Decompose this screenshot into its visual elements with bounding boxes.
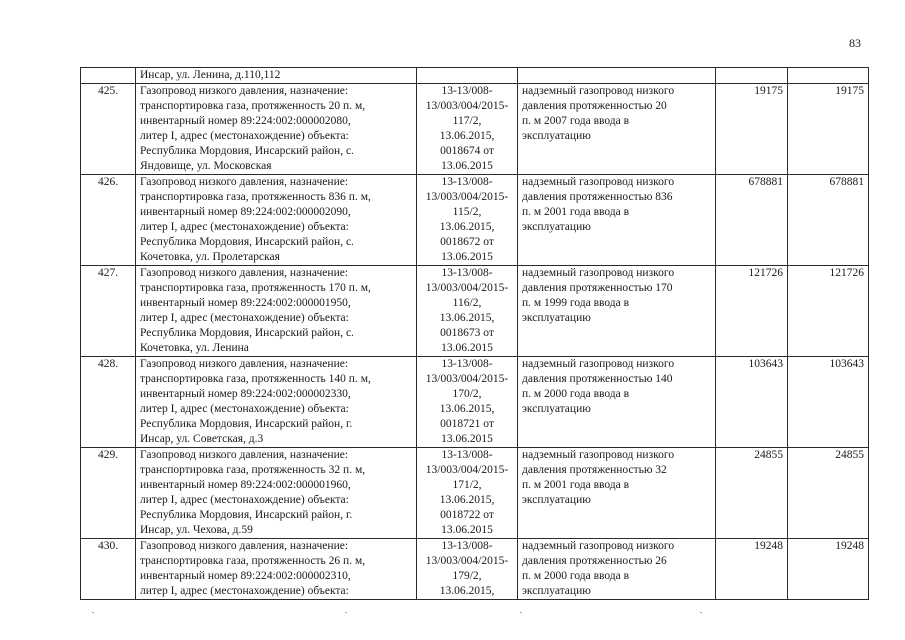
registration-line: 179/2, [452, 570, 482, 582]
description-line: Газопровод низкого давления, назначение: [140, 449, 349, 461]
value-2: 103643 [829, 358, 864, 370]
registration-cell [417, 175, 518, 266]
description-line: литер I, адрес (местонахождение) объекта: [140, 403, 349, 415]
description-line: инвентарный номер 89:224:002:000002080, [140, 115, 351, 127]
note-cell [518, 448, 716, 539]
page-bottom-margin [0, 600, 905, 640]
registration-line: 13-13/008- [441, 540, 493, 552]
note-cell [518, 539, 716, 600]
note-line: давления протяженностью 26 [522, 555, 667, 567]
registry-row [81, 539, 869, 600]
description-line: Газопровод низкого давления, назначение: [140, 358, 349, 370]
value-cell-1 [716, 539, 788, 600]
registration-line: 13.06.2015, [439, 403, 495, 415]
value-cell-2 [788, 68, 869, 84]
registration-line: 13.06.2015 [441, 433, 493, 445]
value-2: 19248 [835, 540, 864, 552]
scan-speck [700, 612, 702, 613]
value-cell-2 [788, 448, 869, 539]
row-number-cell [81, 448, 136, 539]
description-line: Республика Мордовия, Инсарский район, с. [140, 327, 354, 339]
note-line: давления протяженностью 170 [522, 282, 673, 294]
description-line: транспортировка газа, протяженность 170 п. м, [140, 282, 371, 294]
value-2: 121726 [829, 267, 864, 279]
description-cell [136, 357, 417, 448]
note-line: п. м 2000 года ввода в [522, 570, 630, 582]
description-line: Газопровод низкого давления, назначение: [140, 540, 349, 552]
registration-line: 0018722 от [440, 509, 494, 521]
registration-line: 170/2, [452, 388, 482, 400]
value-cell-1 [716, 357, 788, 448]
value-cell-1 [716, 84, 788, 175]
description-line: Газопровод низкого давления, назначение: [140, 85, 349, 97]
description-cell [136, 448, 417, 539]
page-number: 83 [849, 36, 861, 50]
registration-cell [417, 448, 518, 539]
registration-line: 13.06.2015, [439, 312, 495, 324]
description-line: инвентарный номер 89:224:002:000002090, [140, 206, 351, 218]
scan-speck [520, 612, 522, 613]
description-line: Республика Мордовия, Инсарский район, г. [140, 418, 353, 430]
row-number: 430. [97, 540, 119, 552]
value-2: 678881 [829, 176, 864, 188]
row-number-cell [81, 539, 136, 600]
registration-line: 13-13/008- [441, 449, 493, 461]
description-cell [136, 539, 417, 600]
note-line: давления протяженностью 20 [522, 100, 667, 112]
value-cell-1 [716, 175, 788, 266]
row-number-cell [81, 266, 136, 357]
row-number: 426. [97, 176, 119, 188]
row-number: 427. [97, 267, 119, 279]
note-line: п. м 2001 года ввода в [522, 206, 630, 218]
value-1: 678881 [748, 176, 783, 188]
description-cell [136, 175, 417, 266]
note-line: п. м 2000 года ввода в [522, 388, 630, 400]
registry-row [81, 357, 869, 448]
note-line: давления протяженностью 836 [522, 191, 673, 203]
registration-line: 13.06.2015, [439, 494, 495, 506]
value-2: 24855 [835, 449, 864, 461]
registration-line: 13/003/004/2015- [425, 555, 509, 567]
note-line: эксплуатацию [522, 312, 591, 324]
registration-line: 13.06.2015 [441, 251, 493, 263]
description-line: транспортировка газа, протяженность 26 п. м, [140, 555, 366, 567]
row-number: 429. [97, 449, 119, 461]
registration-cell [417, 84, 518, 175]
row-number-cell [81, 84, 136, 175]
property-registry-table [80, 67, 869, 600]
value-cell-1 [716, 68, 788, 84]
note-cell [518, 266, 716, 357]
note-line: давления протяженностью 140 [522, 373, 673, 385]
note-cell [518, 84, 716, 175]
registration-line: 117/2, [452, 115, 482, 127]
registration-line: 13/003/004/2015- [425, 464, 509, 476]
note-cell [518, 175, 716, 266]
value-cell-2 [788, 266, 869, 357]
continuation-row [81, 68, 869, 84]
value-1: 24855 [754, 449, 783, 461]
description-line: инвентарный номер 89:224:002:000002330, [140, 388, 351, 400]
note-line: надземный газопровод низкого [522, 358, 675, 370]
description-line: транспортировка газа, протяженность 32 п. м, [140, 464, 366, 476]
row-number: 428. [97, 358, 119, 370]
registry-row [81, 175, 869, 266]
description-cell [136, 84, 417, 175]
note-line: п. м 2001 года ввода в [522, 479, 630, 491]
registration-line: 13/003/004/2015- [425, 191, 509, 203]
registration-cell [417, 266, 518, 357]
description-line: литер I, адрес (местонахождение) объекта: [140, 130, 349, 142]
scan-speck [345, 612, 347, 613]
row-number-cell [81, 175, 136, 266]
registration-cell [417, 539, 518, 600]
registry-row [81, 84, 869, 175]
registration-line: 13-13/008- [441, 358, 493, 370]
note-line: п. м 2007 года ввода в [522, 115, 630, 127]
value-cell-2 [788, 539, 869, 600]
registration-cell [417, 68, 518, 84]
value-cell-1 [716, 266, 788, 357]
note-line: надземный газопровод низкого [522, 176, 675, 188]
description-line: Кочетовка, ул. Ленина [140, 342, 249, 354]
registration-line: 13-13/008- [441, 85, 493, 97]
note-line: п. м 1999 года ввода в [522, 297, 630, 309]
registration-line: 13.06.2015, [439, 585, 495, 597]
description-line: Газопровод низкого давления, назначение: [140, 176, 349, 188]
note-line: надземный газопровод низкого [522, 85, 675, 97]
description-line: литер I, адрес (местонахождение) объекта: [140, 585, 349, 597]
registration-line: 13.06.2015, [439, 130, 495, 142]
description-line: Республика Мордовия, Инсарский район, с. [140, 236, 354, 248]
value-cell-2 [788, 84, 869, 175]
scan-speck [92, 612, 94, 613]
registration-line: 0018674 от [440, 145, 494, 157]
registration-line: 13/003/004/2015- [425, 100, 509, 112]
registry-row [81, 266, 869, 357]
value-1: 121726 [748, 267, 783, 279]
note-line: эксплуатацию [522, 403, 591, 415]
registration-line: 13/003/004/2015- [425, 373, 509, 385]
description-line: инвентарный номер 89:224:002:000001950, [140, 297, 351, 309]
description-line: Инсар, ул. Ленина, д.110,112 [140, 69, 281, 81]
description-line: Газопровод низкого давления, назначение: [140, 267, 349, 279]
registration-line: 13.06.2015 [441, 342, 493, 354]
description-line: литер I, адрес (местонахождение) объекта: [140, 221, 349, 233]
description-cell [136, 266, 417, 357]
note-line: эксплуатацию [522, 221, 591, 233]
description-line: Инсар, ул. Чехова, д.59 [140, 524, 253, 536]
value-cell-2 [788, 175, 869, 266]
description-line: литер I, адрес (местонахождение) объекта: [140, 312, 349, 324]
description-line: транспортировка газа, протяженность 20 п. м, [140, 100, 366, 112]
value-cell-2 [788, 357, 869, 448]
note-line: эксплуатацию [522, 130, 591, 142]
description-line: транспортировка газа, протяженность 140 п. м, [140, 373, 371, 385]
note-line: давления протяженностью 32 [522, 464, 667, 476]
description-cell [136, 68, 417, 84]
description-line: Республика Мордовия, Инсарский район, г. [140, 509, 353, 521]
note-line: эксплуатацию [522, 585, 591, 597]
description-line: инвентарный номер 89:224:002:000001960, [140, 479, 351, 491]
row-number: 425. [97, 85, 119, 97]
note-line: эксплуатацию [522, 494, 591, 506]
registration-line: 0018673 от [440, 327, 494, 339]
description-line: транспортировка газа, протяженность 836 п. м, [140, 191, 371, 203]
description-line: инвентарный номер 89:224:002:000002310, [140, 570, 351, 582]
registration-line: 13-13/008- [441, 267, 493, 279]
description-line: Инсар, ул. Советская, д.3 [140, 433, 264, 445]
description-line: Яндовище, ул. Московская [140, 160, 272, 172]
registration-line: 13.06.2015 [441, 524, 493, 536]
registration-line: 0018672 от [440, 236, 494, 248]
registry-row [81, 448, 869, 539]
registration-line: 13/003/004/2015- [425, 282, 509, 294]
value-1: 19248 [754, 540, 783, 552]
registration-line: 115/2, [452, 206, 482, 218]
note-cell [518, 68, 716, 84]
description-line: Кочетовка, ул. Пролетарская [140, 251, 280, 263]
registration-line: 116/2, [452, 297, 482, 309]
row-number-cell [81, 68, 136, 84]
note-line: надземный газопровод низкого [522, 267, 675, 279]
value-1: 19175 [754, 85, 783, 97]
registration-line: 13.06.2015, [439, 221, 495, 233]
registration-line: 0018721 от [440, 418, 494, 430]
description-line: литер I, адрес (местонахождение) объекта: [140, 494, 349, 506]
value-cell-1 [716, 448, 788, 539]
note-line: надземный газопровод низкого [522, 540, 675, 552]
note-cell [518, 357, 716, 448]
registration-line: 13-13/008- [441, 176, 493, 188]
registration-line: 171/2, [452, 479, 482, 491]
value-2: 19175 [835, 85, 864, 97]
note-line: надземный газопровод низкого [522, 449, 675, 461]
description-line: Республика Мордовия, Инсарский район, с. [140, 145, 354, 157]
row-number-cell [81, 357, 136, 448]
registry-table-body [81, 68, 869, 600]
registration-line: 13.06.2015 [441, 160, 493, 172]
value-1: 103643 [748, 358, 783, 370]
registration-cell [417, 357, 518, 448]
